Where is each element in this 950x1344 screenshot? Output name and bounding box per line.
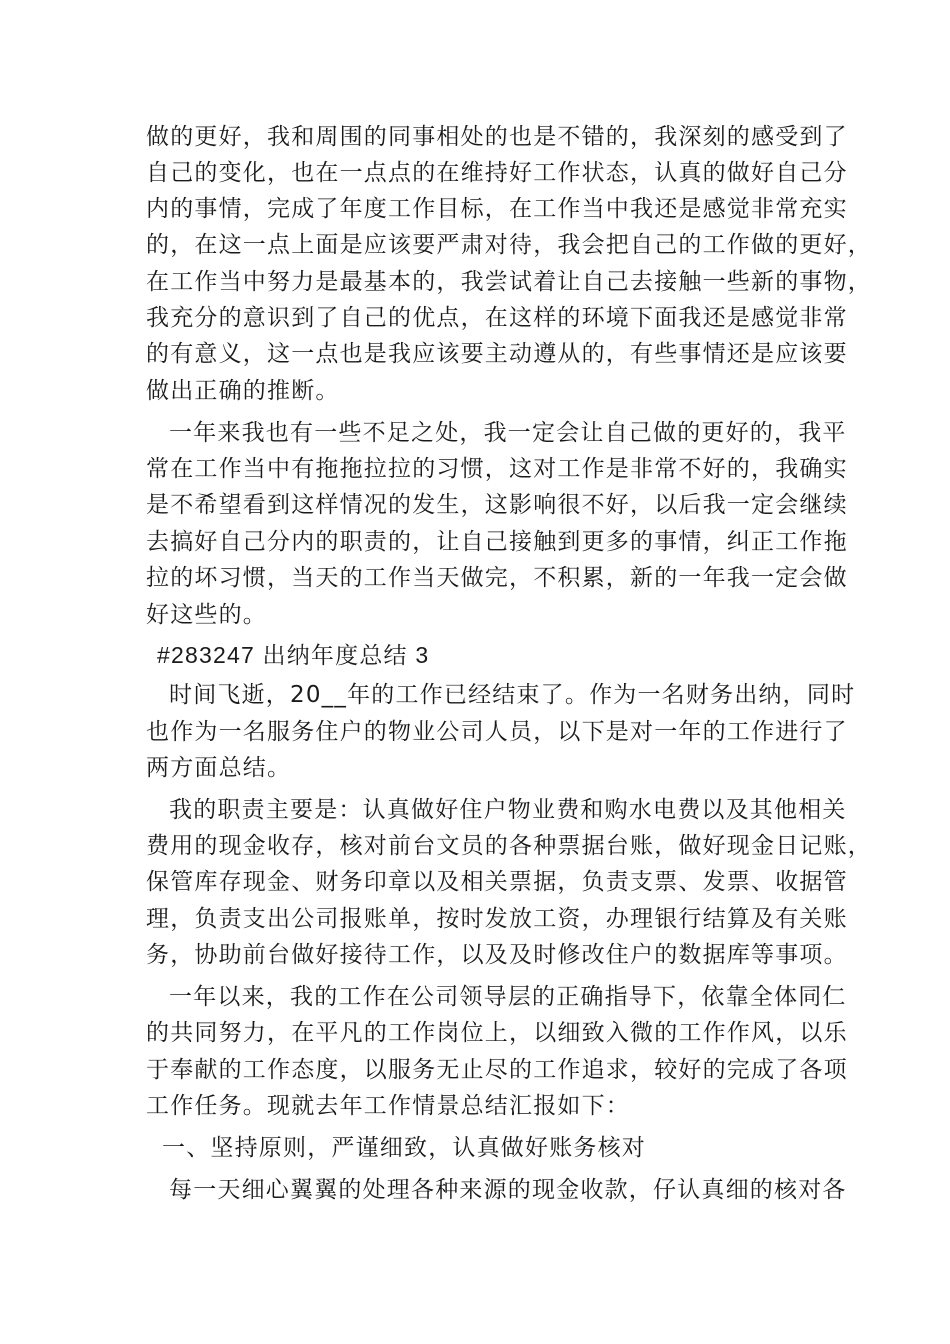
text-line: 理，负责支出公司报账单，按时发放工资，办理银行结算及有关账 [146,906,848,932]
text-line: 做出正确的推断。 [146,378,340,404]
text-line: 每一天细心翼翼的处理各种来源的现金收款，仔认真细的核对各 [169,1177,847,1203]
text-line: 务，协助前台做好接待工作，以及及时修改住户的数据库等事项。 [146,942,848,968]
text-line: 做的更好，我和周围的同事相处的也是不错的，我深刻的感受到了 [146,124,848,150]
text-line: 是不希望看到这样情况的发生，这影响很不好，以后我一定会继续 [146,492,848,518]
text-line: 拉的坏习惯，当天的工作当天做完，不积累，新的一年我一定会做 [146,565,848,591]
text-line: 于奉献的工作态度，以服务无止尽的工作追求，较好的完成了各项 [146,1057,848,1083]
text-line: 去搞好自己分内的职责的，让自己接触到更多的事情，纠正工作拖 [146,529,848,555]
text-line: 费用的现金收存，核对前台文员的各种票据台账，做好现金日记账， [146,833,872,859]
text-line: 的有意义，这一点也是我应该要主动遵从的，有些事情还是应该要 [146,341,848,367]
text-line: 内的事情，完成了年度工作目标，在工作当中我还是感觉非常充实 [146,196,848,222]
text-line: 时间飞逝，20__年的工作已经结束了。作为一名财务出纳，同时 [169,682,856,708]
text-line: 我的职责主要是：认真做好住户物业费和购水电费以及其他相关 [169,797,847,823]
text-line: 工作任务。现就去年工作情景总结汇报如下： [146,1093,630,1119]
text-line: 的，在这一点上面是应该要严肃对待，我会把自己的工作做的更好， [146,232,872,258]
text-line: 常在工作当中有拖拖拉拉的习惯，这对工作是非常不好的，我确实 [146,456,848,482]
section-heading: 一、坚持原则，严谨细致，认真做好账务核对 [162,1135,646,1161]
text-line: 我充分的意识到了自己的优点，在这样的环境下面我还是感觉非常 [146,305,848,331]
text-line: 一年来我也有一些不足之处，我一定会让自己做的更好的，我平 [169,420,847,446]
section-heading: #283247 出纳年度总结 3 [157,642,430,668]
text-line: 自己的变化，也在一点点的在维持好工作状态，认真的做好自己分 [146,160,848,186]
text-line: 两方面总结。 [146,755,292,781]
text-line: 一年以来，我的工作在公司领导层的正确指导下，依靠全体同仁 [169,984,847,1010]
text-line: 保管库存现金、财务印章以及相关票据，负责支票、发票、收据管 [146,869,848,895]
text-line: 好这些的。 [146,602,267,628]
text-line: 也作为一名服务住户的物业公司人员，以下是对一年的工作进行了 [146,719,848,745]
text-line: 的共同努力，在平凡的工作岗位上，以细致入微的工作作风，以乐 [146,1020,848,1046]
text-line: 在工作当中努力是最基本的，我尝试着让自己去接触一些新的事物， [146,269,872,295]
